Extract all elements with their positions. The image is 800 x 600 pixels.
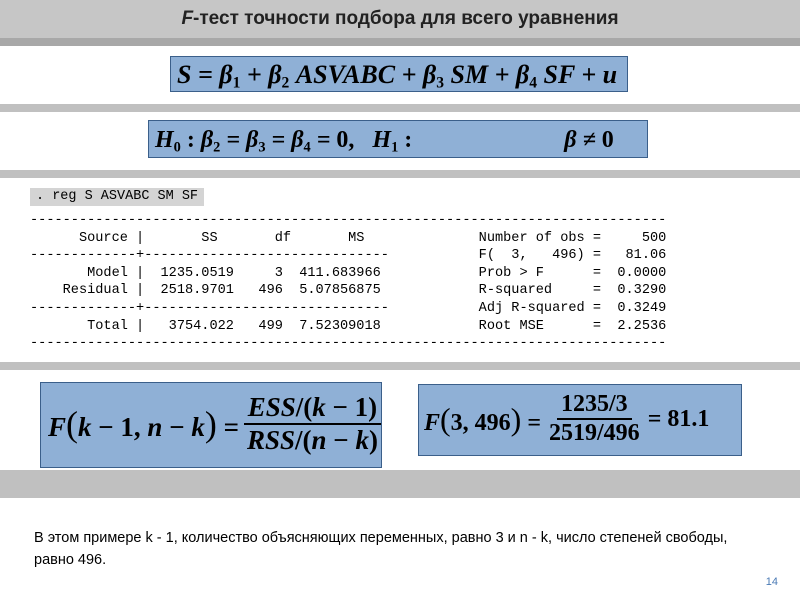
regression-output-table [30,212,666,353]
stata-command: . reg S ASVABC SM SF [30,188,204,206]
explanation-text: В этом примере k - 1, количество объясняющих переменных, равно 3 и n - k, число степеней свободы, равно 496. [34,530,728,568]
divider-band [0,170,800,178]
table-row: Model | 1235.0519 3 411.683966 Prob > F = 0.0000 [30,265,667,281]
model-equation: $S = \beta_1 + \beta_2$ ASVABC + $\beta_3$ SM + $\beta_4$ SF + u [170,56,628,92]
table-row: -------------+------------------------------ Adj R-squared = 0.3249 [30,300,667,316]
divider-band [0,470,800,498]
page-title: F-тест точности подбора для всего уравнения [181,8,619,29]
hypotheses-formula: $H_0$ : $\beta_2 = \beta_3 = \beta_4 = 0$, $H_1$ : β ≠ 0 [148,120,648,158]
divider-band [0,38,800,46]
f-example-content: F(3, 496) = $\frac{1235/3}{2519/496}$ = 81.1 [424,391,710,446]
table-row: Total | 3754.022 499 7.52309018 Root MSE = 2.2536 [30,318,667,334]
divider-band [0,362,800,370]
table-row: ------------------------------------------------------------------------------ [30,213,667,228]
table-row: Source | SS df MS Number of obs = 500 [30,230,667,246]
table-row: ------------------------------------------------------------------------------ [30,336,667,352]
page-number: 14 [765,576,778,588]
divider-band [0,104,800,112]
table-row: Residual | 2518.9701 496 5.07856875 R-squared = 0.3290 [30,283,667,299]
table-row: -------------+------------------------------ F( 3, 496) = 81.06 [30,248,667,264]
f-general-content: F(k − 1, n − k) = $\frac{\text{ESS/(k − 1)}}{\text{RSS/(n − k)}}$ [48,384,386,464]
